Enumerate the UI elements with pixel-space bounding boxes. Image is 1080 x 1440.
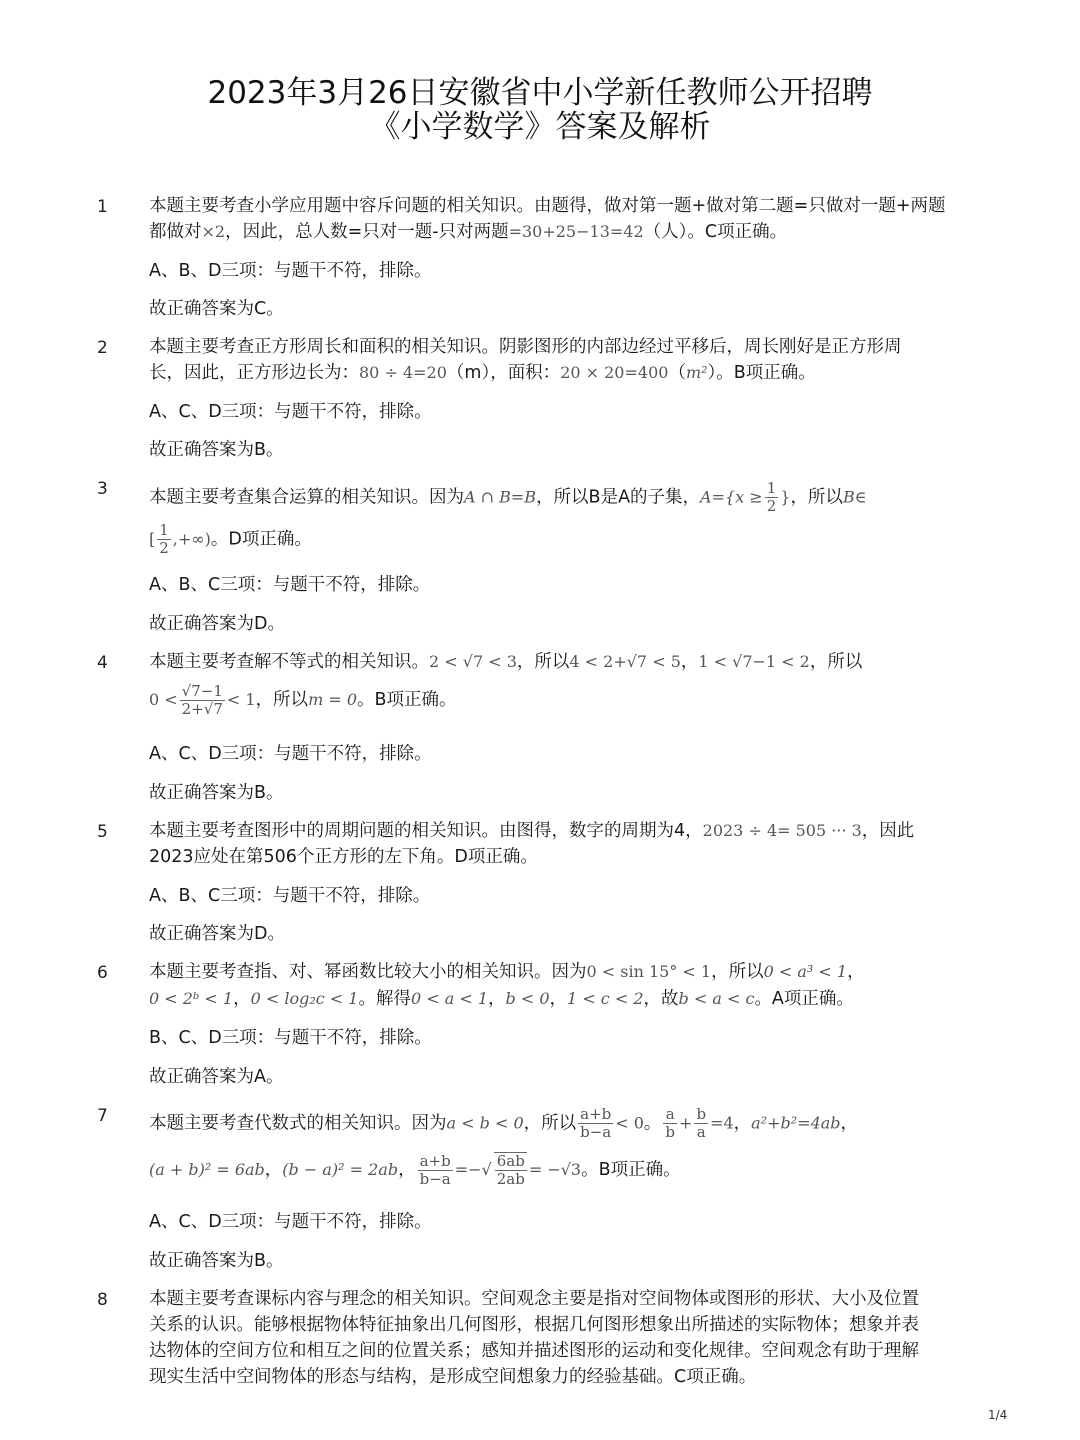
numerator: 6ab [496,1152,525,1170]
text: ， [549,989,568,1009]
explanation-line [149,1150,969,1190]
math: [ [149,529,156,549]
text: ，所以 [516,652,570,672]
numerator: √7−1 [181,681,223,700]
eliminate-line: A、C、D三项：与题干不符，排除。 [149,402,432,422]
text: 本题主要考查指、对、幂函数比较大小的相关知识。因为 [149,962,587,982]
math: =4 [710,1113,734,1133]
math: (b − a)² = 2ab [282,1160,399,1179]
explanation-line [149,219,969,245]
math: 80 ÷ 4=20 [359,363,447,382]
text: 。A项正确。 [754,989,854,1009]
text: 。 [643,1113,662,1134]
answer-line: 故正确答案为D。 [149,924,285,944]
fraction [494,1152,527,1188]
text: ，所以B是A的子集， [536,487,701,508]
explanation-line [149,959,969,985]
explanation-line [149,522,969,557]
question-number: 7 [97,1106,108,1126]
explanation-line [149,680,969,720]
text: ，因此 [861,821,915,841]
math: 1 < c < 2 [567,989,644,1008]
question-number: 8 [97,1290,108,1310]
text: ， [847,962,865,982]
text: 。B项正确。 [357,690,457,710]
fraction [663,1106,677,1141]
denominator: b−a [419,1169,451,1188]
explanation-line: 本题主要考查正方形周长和面积的相关知识。阴影图形的内部边经过平移后，周长刚好是正方形周 [149,337,902,357]
doc-title-line1: 2023年3月26日安徽省中小学新任教师公开招聘 [207,75,873,111]
math: 0 < sin 15° < 1 [586,962,712,981]
explanation-line [149,649,969,675]
text: （人）。C项正确。 [643,222,788,242]
numerator: a+b [419,1151,451,1170]
text: 。D项正确。 [210,529,312,550]
math: } [780,487,791,507]
text: ， [840,1113,859,1134]
explanation-line [149,986,969,1012]
math: 0 < log₂c < 1 [250,989,359,1008]
denominator: 2 [766,497,777,515]
answer-line: 故正确答案为D。 [149,614,285,634]
answer-line: 故正确答案为C。 [149,299,284,319]
text: 。B项正确。 [581,1160,681,1180]
explanation-line [149,818,969,844]
text: ，所以 [790,487,843,508]
math: m = 0 [308,690,357,709]
text: 本题主要考查代数式的相关知识。因为 [149,1113,447,1134]
math: + [679,1113,693,1133]
question-number: 3 [97,479,108,499]
text: ，所以 [255,690,309,710]
numerator: b [696,1105,707,1123]
numerator: 1 [766,479,777,497]
denominator: 2ab [496,1170,525,1188]
math: =−√ [454,1160,492,1179]
denominator: 2 [159,539,169,557]
question-number: 2 [97,338,108,358]
explanation-line [149,480,969,515]
page-number: 1/4 [988,1408,1008,1422]
math: 0 < a³ < 1 [763,962,848,981]
text: 。解得 [358,989,411,1009]
text: （ [668,363,686,383]
question-number: 1 [97,197,108,217]
fraction [418,1153,453,1188]
math: 0 < 2ᵇ < 1 [149,989,234,1008]
doc-title-line2: 《小学数学》答案及解析 [369,109,711,145]
explanation-line: 现实生活中空间物体的形态与结构，是形成空间想象力的经验基础。C项正确。 [149,1367,757,1387]
question-number: 4 [97,653,108,673]
text: ）。B项正确。 [707,363,816,383]
math: 2 < √7 < 3 [429,652,517,671]
explanation-line: 达物体的空间方位和相互之间的位置关系；感知并描述图形的运动和变化规律。空间观念有助于理解 [149,1341,919,1361]
math: 4 < 2+√7 < 5 [569,652,681,671]
text: 长，因此，正方形边长为： [149,363,359,383]
math: 20 × 20=400 [560,363,669,382]
text: 本题主要考查解不等式的相关知识。 [149,652,429,672]
explanation-line: 本题主要考查课标内容与理念的相关知识。空间观念主要是指对空间物体或图形的形状、大小及位置 [149,1289,919,1309]
text: ， [264,1160,283,1180]
text: 本题主要考查图形中的周期问题的相关知识。由图得，数字的周期为4， [149,821,703,841]
question-number: 6 [97,963,108,983]
math: (a + b)² = 6ab [149,1160,265,1179]
math: =30+25−13=42 [508,222,644,241]
numerator: a+b [580,1105,612,1123]
answer-line: 故正确答案为B。 [149,1251,284,1271]
text: 都做对 [149,222,202,242]
math: A={x ≥ [700,487,763,507]
denominator: 2+√7 [181,699,223,718]
math: = −√3 [528,1160,582,1179]
explanation-line [149,1106,969,1141]
text: ，故 [643,989,679,1009]
math: 2023 ÷ 4= 505 ··· 3 [702,821,862,840]
math: ,+∞) [172,529,211,549]
eliminate-line: A、C、D三项：与题干不符，排除。 [149,1212,432,1232]
fraction [180,683,225,718]
math: < 0 [615,1113,644,1133]
answer-line: 故正确答案为B。 [149,440,284,460]
question-number: 5 [97,822,108,842]
explanation-line: 本题主要考查小学应用题中容斥问题的相关知识。由题得，做对第一题+做对第二题=只做对一题+两题 [149,196,946,216]
denominator: a [696,1123,706,1141]
text: ， [680,652,699,672]
explanation-line [149,360,969,386]
eliminate-line: A、B、C三项：与题干不符，排除。 [149,575,431,595]
fraction [765,480,779,515]
fraction [157,522,171,557]
eliminate-line: B、C、D三项：与题干不符，排除。 [149,1028,432,1048]
text: （m），面积： [446,363,561,383]
math: b < a < c [678,989,755,1008]
math: 0 < a < 1 [410,989,489,1008]
math: a < b < 0 [446,1113,524,1133]
math: 0 < [149,690,178,709]
answer-line: 故正确答案为B。 [149,783,284,803]
math: B∈ [842,487,867,507]
explanation-line: 2023应处在第506个正方形的左下角。D项正确。 [149,847,538,867]
eliminate-line: A、B、C三项：与题干不符，排除。 [149,886,431,906]
math: a²+b²=4ab [751,1113,841,1133]
text: ，所以 [711,962,764,982]
text: ，所以 [523,1113,577,1134]
math: A ∩ B=B [464,487,537,507]
math: b < 0 [505,989,550,1008]
fraction [694,1106,708,1141]
fraction [578,1106,613,1141]
text: ，因此，总人数=只对一题-只对两题 [225,222,509,242]
text: ， [233,989,251,1009]
numerator: 1 [159,521,169,539]
eliminate-line: A、C、D三项：与题干不符，排除。 [149,744,432,764]
numerator: a [663,1106,677,1124]
text: ， [733,1113,752,1134]
eliminate-line: A、B、D三项：与题干不符，排除。 [149,261,432,281]
text: ， [398,1160,416,1180]
text: 本题主要考查集合运算的相关知识。因为 [149,487,464,508]
math: m² [685,363,708,382]
text: ， [488,989,506,1009]
math: 1 < √7−1 < 2 [698,652,810,671]
denominator: b−a [580,1123,612,1141]
math: < 1 [226,690,256,709]
denominator: b [665,1123,676,1141]
text: ，所以 [809,652,863,672]
answer-line: 故正确答案为A。 [149,1067,284,1087]
explanation-line: 关系的认识。能够根据物体特征抽象出几何图形，根据几何图形想象出所描述的实际物体；想象并表 [149,1315,919,1335]
math: ×2 [201,222,226,241]
